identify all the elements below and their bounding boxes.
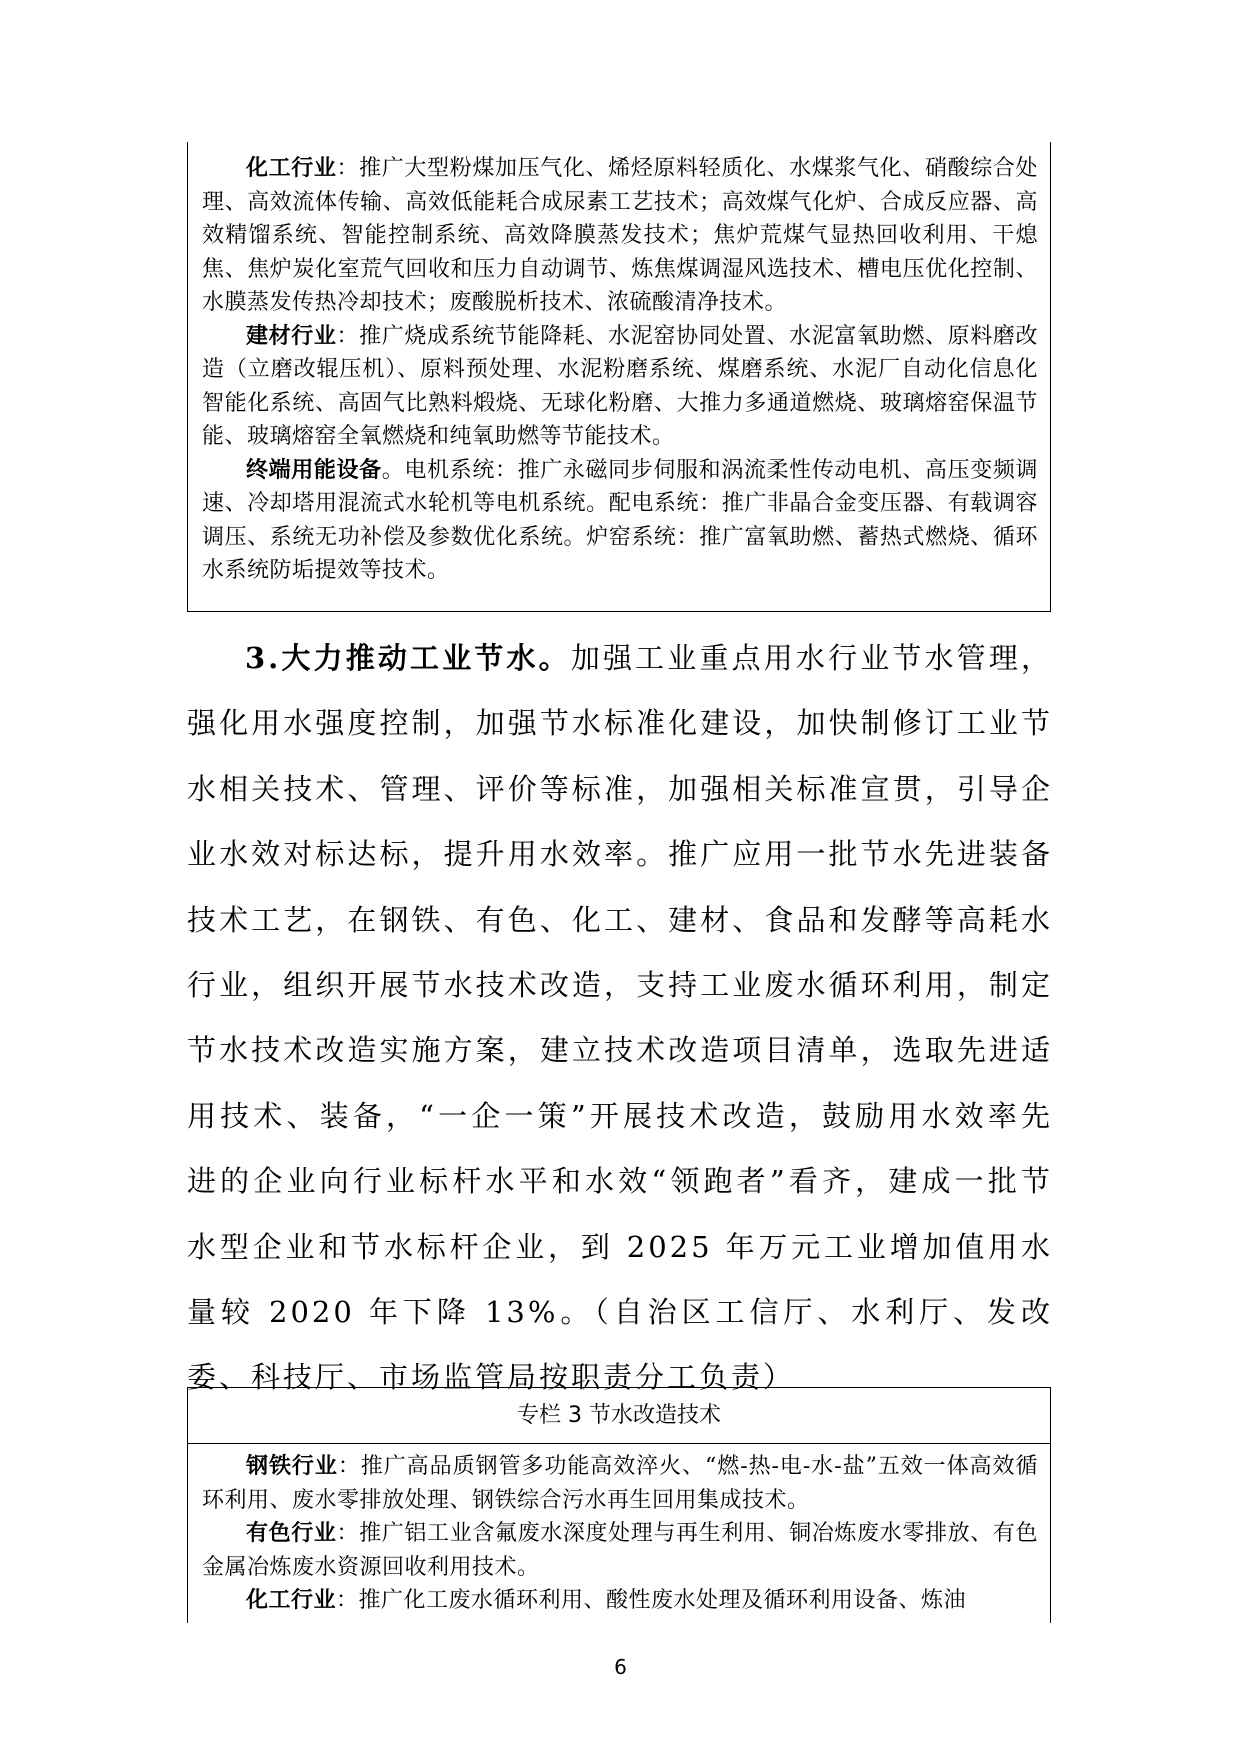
paragraph-text: ：推广大型粉煤加压气化、烯烃原料轻质化、水煤浆气化、硝酸综合处理、高效流体传输、高效低能耗合成尿素工艺技术；高效煤气化炉、合成反应器、高效精馏系统、智能控制系统、高效降膜蒸发技术；焦炉荒煤气显热回收利用、干熄焦、焦炉炭化室荒气回收和压力自动调节、炼焦煤调湿风选技术、槽电压优化控制、水膜蒸发传热冷却技术；废酸脱析技术、浓硫酸清净技术。 bbox=[202, 156, 1038, 315]
paragraph-lead: 化工行业 bbox=[246, 1587, 337, 1613]
box-paragraph-building-materials bbox=[202, 320, 1038, 454]
box-paragraph-nonferrous bbox=[202, 1517, 1038, 1584]
box-paragraph-chemical bbox=[202, 152, 1038, 320]
sidebar-box-water-tech bbox=[187, 1387, 1051, 1623]
paragraph-lead: 建材行业 bbox=[246, 322, 337, 349]
box-paragraph-chemical bbox=[202, 1584, 1038, 1618]
box-paragraph-end-use-equipment bbox=[202, 454, 1038, 588]
paragraph-text: 。电机系统：推广永磁同步伺服和涡流柔性传动电机、高压变频调速、冷却塔用混流式水轮机等电机系统。配电系统：推广非晶合金变压器、有载调容调压、系统无功补偿及参数优化系统。炉窑系统：推广富氧助燃、蓄热式燃烧、循环水系统防垢提效等技术。 bbox=[202, 457, 1038, 583]
paragraph-text: ：推广烧成系统节能降耗、水泥窑协同处置、水泥富氧助燃、原料磨改造（立磨改辊压机）、原料预处理、水泥粉磨系统、煤磨系统、水泥厂自动化信息化智能化系统、高固气比熟料煅烧、无球化粉磨、大推力多通道燃烧、玻璃熔窑保温节能、玻璃熔窑全氧燃烧和纯氧助燃等节能技术。 bbox=[202, 323, 1038, 449]
page-number: 6 bbox=[614, 1655, 627, 1679]
paragraph-text: ：推广高品质钢管多功能高效淬火、“燃-热-电-水-盐”五效一体高效循环利用、废水零排放处理、钢铁综合污水再生回用集成技术。 bbox=[202, 1454, 1038, 1513]
sidebar-box-energy-tech bbox=[187, 142, 1051, 612]
paragraph-text: ：推广化工废水循环利用、酸性废水处理及循环利用设备、炼油 bbox=[336, 1588, 967, 1613]
paragraph-lead: 化工行业 bbox=[246, 155, 337, 181]
section-heading: 3.大力推动工业节水。 bbox=[245, 641, 571, 675]
main-paragraph-water-saving bbox=[187, 626, 1053, 1411]
paragraph-lead: 钢铁行业 bbox=[246, 1453, 338, 1479]
paragraph-lead: 有色行业 bbox=[246, 1520, 337, 1546]
section-body: 加强工业重点用水行业节水管理，强化用水强度控制，加强节水标准化建设，加快制修订工业节水相关技术、管理、评价等标准，加强相关标准宣贯，引导企业水效对标达标，提升用水效率。推广应用一批节水先进装备技术工艺，在钢铁、有色、化工、建材、食品和发酵等高耗水行业，组织开展节水技术改造，支持工业废水循环利用，制定节水技术改造实施方案，建立技术改造项目清单，选取先进适用技术、装备，“一企一策”开展技术改造，鼓励用水效率先进的企业向行业标杆水平和水效“领跑者”看齐，建成一批节水型企业和节水标杆企业，到 2025 年万元工业增加值用水量较 2020 年下降 13%。（自治区工信厅、水利厅、发改委、科技厅、市场监管局按职责分工负责） bbox=[187, 641, 1053, 1395]
box-paragraph-steel bbox=[202, 1450, 1038, 1517]
paragraph-text: ：推广铝工业含氟废水深度处理与再生利用、铜冶炼废水零排放、有色金属冶炼废水资源回收利用技术。 bbox=[202, 1521, 1038, 1580]
box-title: 专栏 3 节水改造技术 bbox=[188, 1388, 1050, 1444]
paragraph-lead: 终端用能设备 bbox=[246, 456, 382, 483]
box-content bbox=[188, 1444, 1050, 1618]
